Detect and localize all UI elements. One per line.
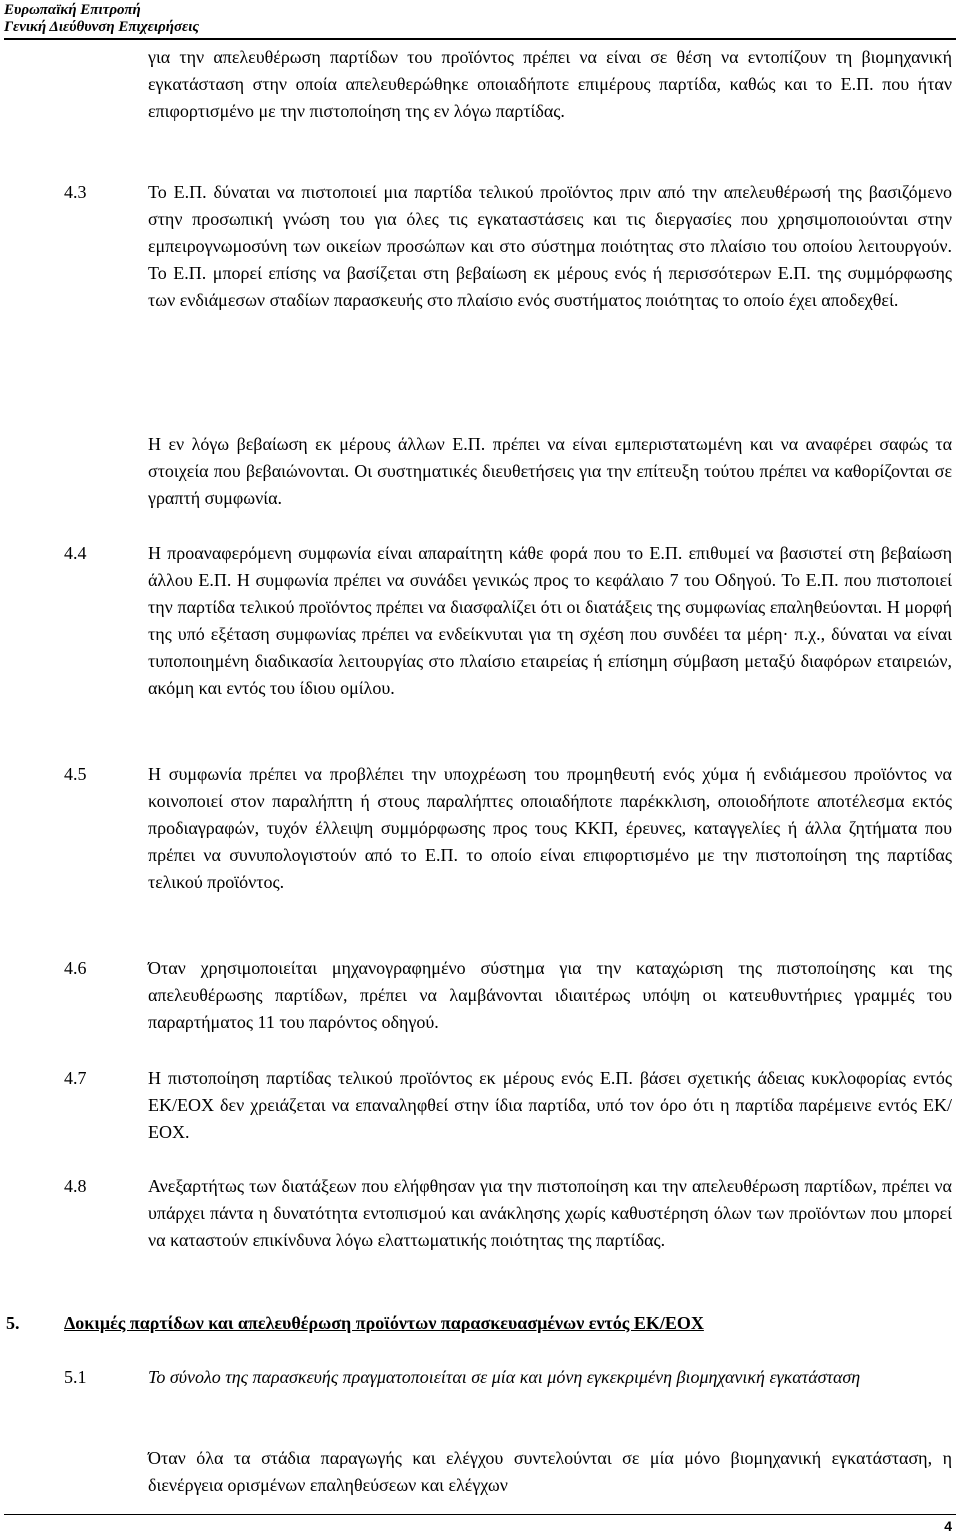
section-number-5-1: 5.1	[64, 1367, 87, 1387]
paragraph-4-7: Η πιστοποίηση παρτίδας τελικού προϊόντος εκ μέρους ενός Ε.Π. βάσει σχετικής άδειας κυκλοφορίας εντός ΕΚ/ΕΟΧ δεν χρειάζεται να επαναληφθεί στην ίδια παρτίδα, υπό τον όρο ότι η παρτίδα παρέμεινε εντός ΕΚ/ΕΟΧ.	[148, 1068, 952, 1142]
section-number-4-4: 4.4	[64, 543, 87, 563]
section-number-5: 5.	[6, 1313, 20, 1333]
section-number-4-5: 4.5	[64, 764, 87, 784]
paragraph-5-1: Όταν όλα τα στάδια παραγωγής και ελέγχου συντελούνται σε μία μόνο βιομηχανική εγκατάσταση, η διενέργεια ορισμένων επαληθεύσεων και ελέγχων	[148, 1448, 952, 1495]
section-number-4-8: 4.8	[64, 1176, 87, 1196]
paragraph-4-4: Η προαναφερόμενη συμφωνία είναι απαραίτητη κάθε φορά που το Ε.Π. επιθυμεί να βασιστεί στη βεβαίωση άλλου Ε.Π. Η συμφωνία πρέπει να συνάδει γενικώς προς το κεφάλαιο 7 του Οδηγού. Το Ε.Π. που πιστοποιεί την παρτίδα τελικού προϊόντος πρέπει να διασφαλίζει ότι οι διατάξεις της συμφωνίας επαληθεύονται. Η μορφή της υπό εξέταση συμφωνίας πρέπει να ενδείκνυται για τη σχέση που συνδέει τα μέρη· π.χ., δύναται να είναι τυποποιημένη διαδικασία λειτουργίας στο πλαίσιο εταιρείας ή επίσημη σύμβαση μεταξύ διαφόρων εταιρειών, ακόμη και εντός του ίδιου ομίλου.	[148, 543, 952, 698]
paragraph-4-3: Το Ε.Π. δύναται να πιστοποιεί μια παρτίδα τελικού προϊόντος πριν από την απελευθέρωσή της βασιζόμενο στην προσωπική γνώση του για όλες τις εγκαταστάσεις και τις διεργασίες που χρησιμοποιούνται στην εμπειρογνωμοσύνη των οικείων προσώπων και στο σύστημα ποιότητας στο πλαίσιο του οποίου λειτουργούν. Το Ε.Π. μπορεί επίσης να βασίζεται στη βεβαίωση εκ μέρους ενός ή περισσότερων Ε.Π. της συμμόρφωσης των ενδιάμεσων σταδίων παρασκευής στο πλαίσιο ενός συστήματος ποιότητας το οποίο έχει αποδεχθεί.	[148, 182, 952, 310]
paragraph-4-3-continued: Η εν λόγω βεβαίωση εκ μέρους άλλων Ε.Π. πρέπει να είναι εμπεριστατωμένη και να αναφέρει σαφώς τα στοιχεία που βεβαιώνονται. Οι συστηματικές διευθετήσεις για την επίτευξη τούτου πρέπει να καθορίζονται σε γραπτή συμφωνία.	[148, 434, 952, 508]
header-divider	[4, 38, 956, 40]
header-organization: Ευρωπαϊκή Επιτροπή	[4, 2, 141, 18]
section-number-4-6: 4.6	[64, 958, 87, 978]
continuation-paragraph: για την απελευθέρωση παρτίδων του προϊόντος πρέπει να είναι σε θέση να εντοπίζουν τη βιομηχανική εγκατάσταση στην οποία απελευθερώθηκε οποιαδήποτε επιμέρους παρτίδα, καθώς και το Ε.Π. που ήταν επιφορτισμένο με την πιστοποίηση της εν λόγω παρτίδας.	[148, 47, 952, 121]
section-5-1-title: Το σύνολο της παρασκευής πραγματοποιείται σε μία και μόνη εγκεκριμένη βιομηχανική εγκατάσταση	[148, 1367, 861, 1387]
section-number-4-3: 4.3	[64, 182, 87, 202]
page-number: 4	[944, 1518, 952, 1534]
document-header	[4, 2, 956, 36]
paragraph-4-8: Ανεξαρτήτως των διατάξεων που ελήφθησαν για την πιστοποίηση και την απελευθέρωση παρτίδων, πρέπει να υπάρχει πάντα η δυνατότητα εντοπισμού και ανάκλησης χωρίς καθυστέρηση όλων των προϊόντων που μπορεί να καταστούν επικίνδυνα λόγω ελαττωματικής ποιότητας της παρτίδας.	[148, 1176, 952, 1250]
section-number-4-7: 4.7	[64, 1068, 87, 1088]
paragraph-4-5: Η συμφωνία πρέπει να προβλέπει την υποχρέωση του προμηθευτή ενός χύμα ή ενδιάμεσου προϊόντος να κοινοποιεί στον παραλήπτη ή στους παραλήπτες οποιαδήποτε παρέκκλιση, οποιοδήποτε αποτέλεσμα εκτός προδιαγραφών, τυχόν έλλειψη συμμόρφωσης προς τους ΚΚΠ, έρευνες, καταγγελίες ή άλλα ζητήματα που πρέπει να συνυπολογιστούν από το Ε.Π. το οποίο είναι επιφορτισμένο με την πιστοποίηση της παρτίδας τελικού προϊόντος.	[148, 764, 952, 892]
header-directorate: Γενική Διεύθυνση Επιχειρήσεις	[4, 19, 200, 35]
footer-divider	[4, 1514, 956, 1515]
paragraph-4-6: Όταν χρησιμοποιείται μηχανογραφημένο σύστημα για την καταχώριση της πιστοποίησης και της απελευθέρωσης παρτίδων, πρέπει να λαμβάνονται ιδιαιτέρως υπόψη οι κατευθυντήριες γραμμές του παραρτήματος 11 του παρόντος οδηγού.	[148, 958, 952, 1032]
section-5-title: Δοκιμές παρτίδων και απελευθέρωση προϊόντων παρασκευασμένων εντός ΕΚ/ΕΟΧ	[64, 1313, 704, 1333]
